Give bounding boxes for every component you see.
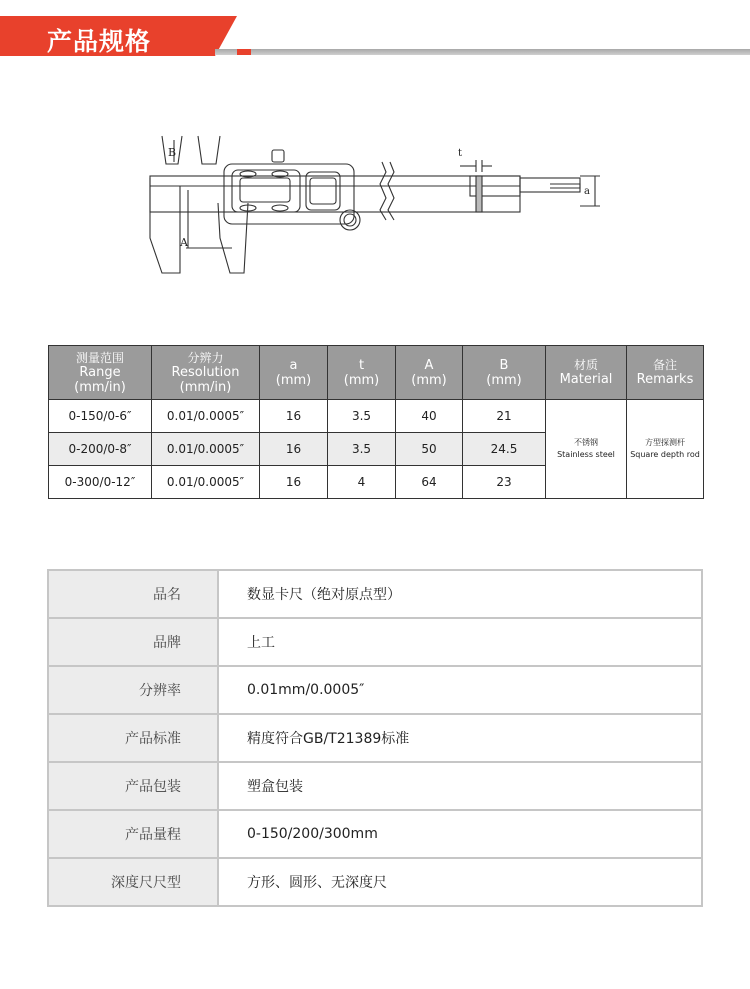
cell-range: 0-150/0-6″ — [49, 400, 152, 433]
header-range: 测量范围 Range (mm/in) — [49, 346, 152, 400]
cell-resolution: 0.01/0.0005″ — [152, 466, 260, 499]
info-value: 上工 — [218, 618, 702, 666]
cell-A: 50 — [396, 433, 463, 466]
dim-label-B: B — [168, 146, 177, 159]
info-row — [48, 714, 702, 762]
cell-B: 23 — [463, 466, 546, 499]
info-row — [48, 570, 702, 618]
info-row — [48, 762, 702, 810]
info-value: 精度符合GB/T21389标准 — [218, 714, 702, 762]
info-value: 方形、圆形、无深度尺 — [218, 858, 702, 906]
spec-header-row — [49, 346, 704, 400]
cell-A: 40 — [396, 400, 463, 433]
info-row — [48, 618, 702, 666]
info-key: 品名 — [48, 570, 218, 618]
cell-material: 不锈钢 Stainless steel — [546, 400, 627, 499]
info-key: 产品量程 — [48, 810, 218, 858]
cell-a: 16 — [260, 466, 328, 499]
info-key: 产品包装 — [48, 762, 218, 810]
cell-a: 16 — [260, 400, 328, 433]
dim-label-t: t — [458, 148, 463, 159]
cell-t: 4 — [328, 466, 396, 499]
info-value: 塑盒包装 — [218, 762, 702, 810]
header-accent-mark — [237, 49, 251, 55]
cell-t: 3.5 — [328, 400, 396, 433]
cell-a: 16 — [260, 433, 328, 466]
info-row — [48, 666, 702, 714]
header-a: a (mm) — [260, 346, 328, 400]
info-key: 深度尺尺型 — [48, 858, 218, 906]
cell-A: 64 — [396, 466, 463, 499]
cell-B: 21 — [463, 400, 546, 433]
header-remarks: 备注 Remarks — [627, 346, 704, 400]
cell-remarks: 方型探测杆 Square depth rod — [627, 400, 704, 499]
header-A: A (mm) — [396, 346, 463, 400]
dim-label-A: A — [180, 236, 188, 249]
caliper-diagram — [140, 128, 610, 288]
header-B: B (mm) — [463, 346, 546, 400]
header-material: 材质 Material — [546, 346, 627, 400]
header-resolution: 分辨力 Resolution (mm/in) — [152, 346, 260, 400]
product-info-table — [47, 569, 703, 907]
info-key: 分辨率 — [48, 666, 218, 714]
cell-t: 3.5 — [328, 433, 396, 466]
dim-label-a: a — [584, 186, 590, 197]
cell-B: 24.5 — [463, 433, 546, 466]
cell-resolution: 0.01/0.0005″ — [152, 433, 260, 466]
cell-range: 0-200/0-8″ — [49, 433, 152, 466]
info-key: 产品标准 — [48, 714, 218, 762]
header-divider — [215, 49, 750, 55]
section-title: 产品规格 — [47, 27, 152, 56]
info-value: 0.01mm/0.0005″ — [218, 666, 702, 714]
info-row — [48, 810, 702, 858]
section-header — [0, 0, 750, 70]
cell-range: 0-300/0-12″ — [49, 466, 152, 499]
info-key: 品牌 — [48, 618, 218, 666]
info-row — [48, 858, 702, 906]
header-t: t (mm) — [328, 346, 396, 400]
info-value: 数显卡尺（绝对原点型） — [218, 570, 702, 618]
cell-resolution: 0.01/0.0005″ — [152, 400, 260, 433]
spec-table — [48, 345, 704, 499]
info-value: 0-150/200/300mm — [218, 810, 702, 858]
spec-row — [49, 400, 704, 433]
